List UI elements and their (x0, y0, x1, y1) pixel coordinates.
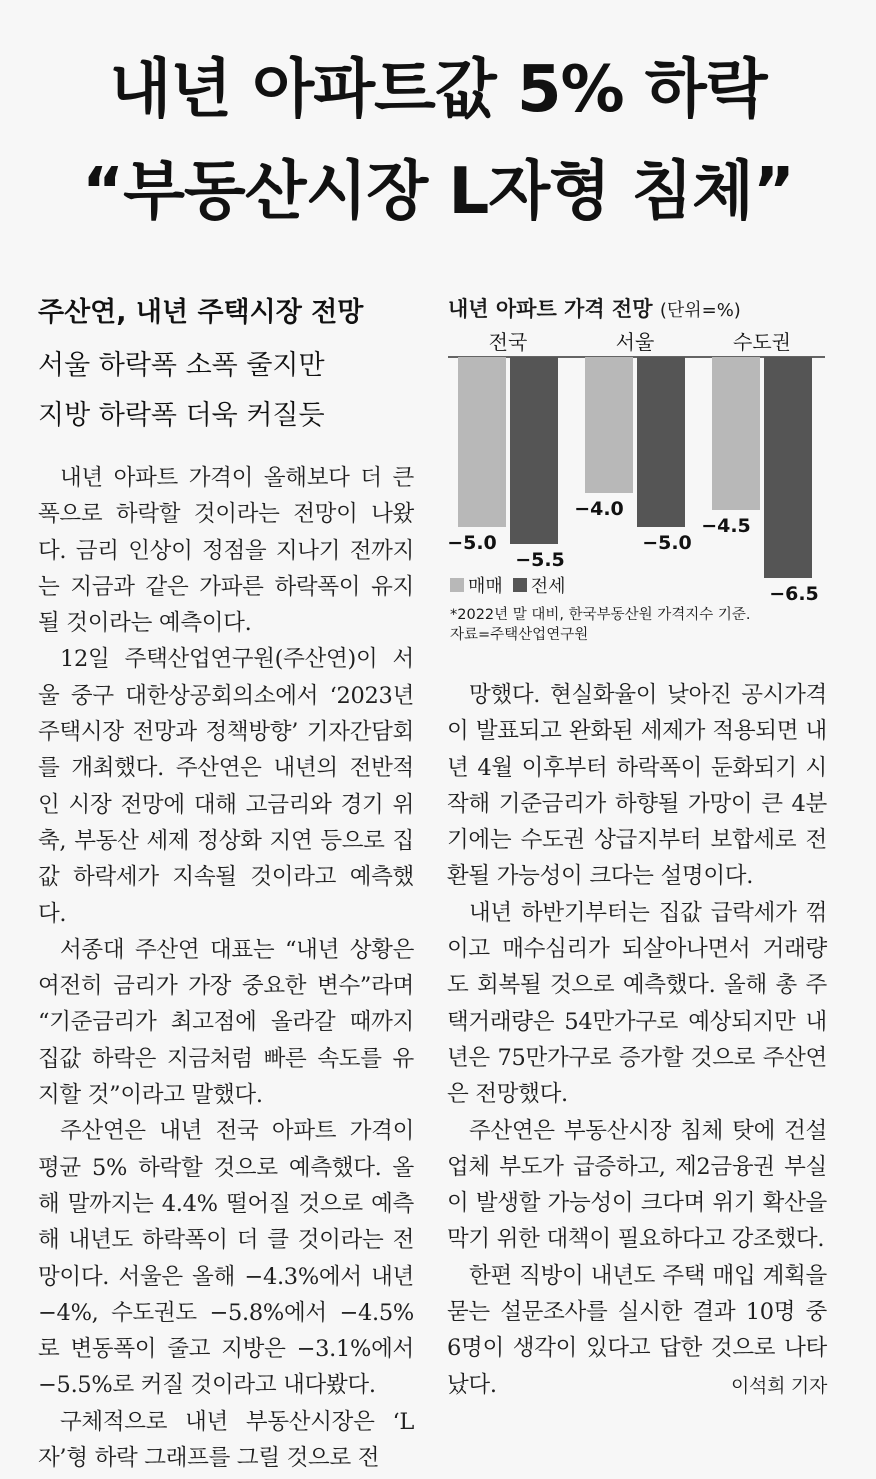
legend-swatch-jeonse (513, 578, 527, 592)
data-label: −5.0 (642, 532, 692, 554)
paragraph: 서종대 주산연 대표는 “내년 상황은 여전히 금리가 가장 중요한 변수”라며 “기준금리가 최고점에 올라갈 때까지 집값 하락은 지금처럼 빠른 속도를 유지할 것”이라고 말했다. (38, 936, 414, 1109)
paragraph: 주산연은 부동산시장 침체 탓에 건설업체 부도가 급증하고, 제2금융권 부실이 발생할 가능성이 크다며 위기 확산을 막기 위한 대책이 필요하다고 강조했다. (447, 1117, 827, 1253)
data-label: −5.5 (515, 549, 565, 571)
bar (458, 357, 506, 527)
paragraph: 한편 직방이 내년도 주택 매입 계획을 묻는 설문조사를 실시한 결과 10명 중 6명이 생각이 있다고 답한 것으로 나타났다. (447, 1262, 827, 1398)
headline-line-1: 내년 아파트값 5% 하락 (109, 53, 767, 127)
chart-note: *2022년 말 대비, 한국부동산원 가격지수 기준. (450, 607, 751, 623)
paragraph: 12일 주택산업연구원(주산연)이 서울 중구 대한상공회의소에서 ‘2023년 주택시장 전망과 정책방향’ 기자간담회를 개최했다. 주산연은 내년의 전반적인 시장 전망에 대해 고금리와 경기 위축, 부동산 세제 정상화 지연 등으로 집값 하락세가 지속될 것이라고 예측했다. (38, 646, 414, 927)
legend-label-sale: 매매 (468, 576, 503, 597)
price-forecast-chart (440, 285, 840, 655)
category-label: 수도권 (733, 330, 791, 354)
subhead-2: 서울 하락폭 소폭 줄지만 (38, 350, 325, 381)
bar (712, 357, 760, 510)
paragraph: 내년 아파트 가격이 올해보다 더 큰 폭으로 하락할 것이라는 전망이 나왔다. 금리 인상이 정점을 지나기 전까지는 지금과 같은 가파른 하락폭이 유지될 것이라는 예측이다. (38, 465, 414, 637)
chart-unit: (단위=%) (659, 300, 741, 321)
bar (637, 357, 685, 527)
chart-legend (450, 572, 566, 598)
headline-line-2: “부동산시장 L자형 침체” (82, 155, 794, 229)
paragraph: 망했다. 현실화율이 낮아진 공시가격이 발표되고 완화된 세제가 적용되면 내년 4월 이후부터 하락폭이 둔화되기 시작해 기준금리가 하향될 가망이 큰 4분기에는 수도권 상급지부터 보합세로 전환될 가능성이 크다는 설명이다. (447, 682, 827, 890)
article-column-2 (447, 677, 827, 1404)
data-label: −4.0 (574, 498, 624, 520)
chart-source: 자료=주택산업연구원 (450, 627, 589, 643)
article-column-1 (38, 460, 414, 1476)
subhead-1: 주산연, 내년 주택시장 전망 (38, 297, 364, 328)
byline: 이석희 기자 (730, 1374, 827, 1397)
bar (510, 357, 558, 544)
legend-swatch-sale (450, 578, 464, 592)
data-label: −5.0 (447, 532, 497, 554)
bar (764, 357, 812, 578)
bar (585, 357, 633, 493)
data-label: −4.5 (701, 515, 751, 537)
category-label: 서울 (615, 330, 655, 354)
category-label: 전국 (488, 330, 528, 354)
subhead-3: 지방 하락폭 더욱 커질듯 (38, 400, 325, 431)
paragraph: 구체적으로 내년 부동산시장은 ‘L자’형 하락 그래프를 그릴 것으로 전 (38, 1408, 414, 1472)
chart-title: 내년 아파트 가격 전망 (448, 297, 653, 321)
data-label: −6.5 (769, 583, 819, 605)
paragraph: 주산연은 내년 전국 아파트 가격이 평균 5% 하락할 것으로 예측했다. 올해 말까지는 4.4% 떨어질 것으로 예측해 내년도 하락폭이 더 클 것이라는 전망이다. 서울은 올해 −4.3%에서 내년 −4%, 수도권도 −5.8%에서 −4.5%로 변동폭이 줄고 지방은 −3.1%에서 −5.5%로 커질 것이라고 내다봤다. (38, 1118, 414, 1399)
paragraph: 내년 하반기부터는 집값 급락세가 꺾이고 매수심리가 되살아나면서 거래량도 회복될 것으로 예측했다. 올해 총 주택거래량은 54만가구로 예상되지만 내년은 75만가구로 증가할 것으로 주산연은 전망했다. (447, 899, 827, 1108)
legend-label-jeonse: 전세 (530, 576, 566, 597)
